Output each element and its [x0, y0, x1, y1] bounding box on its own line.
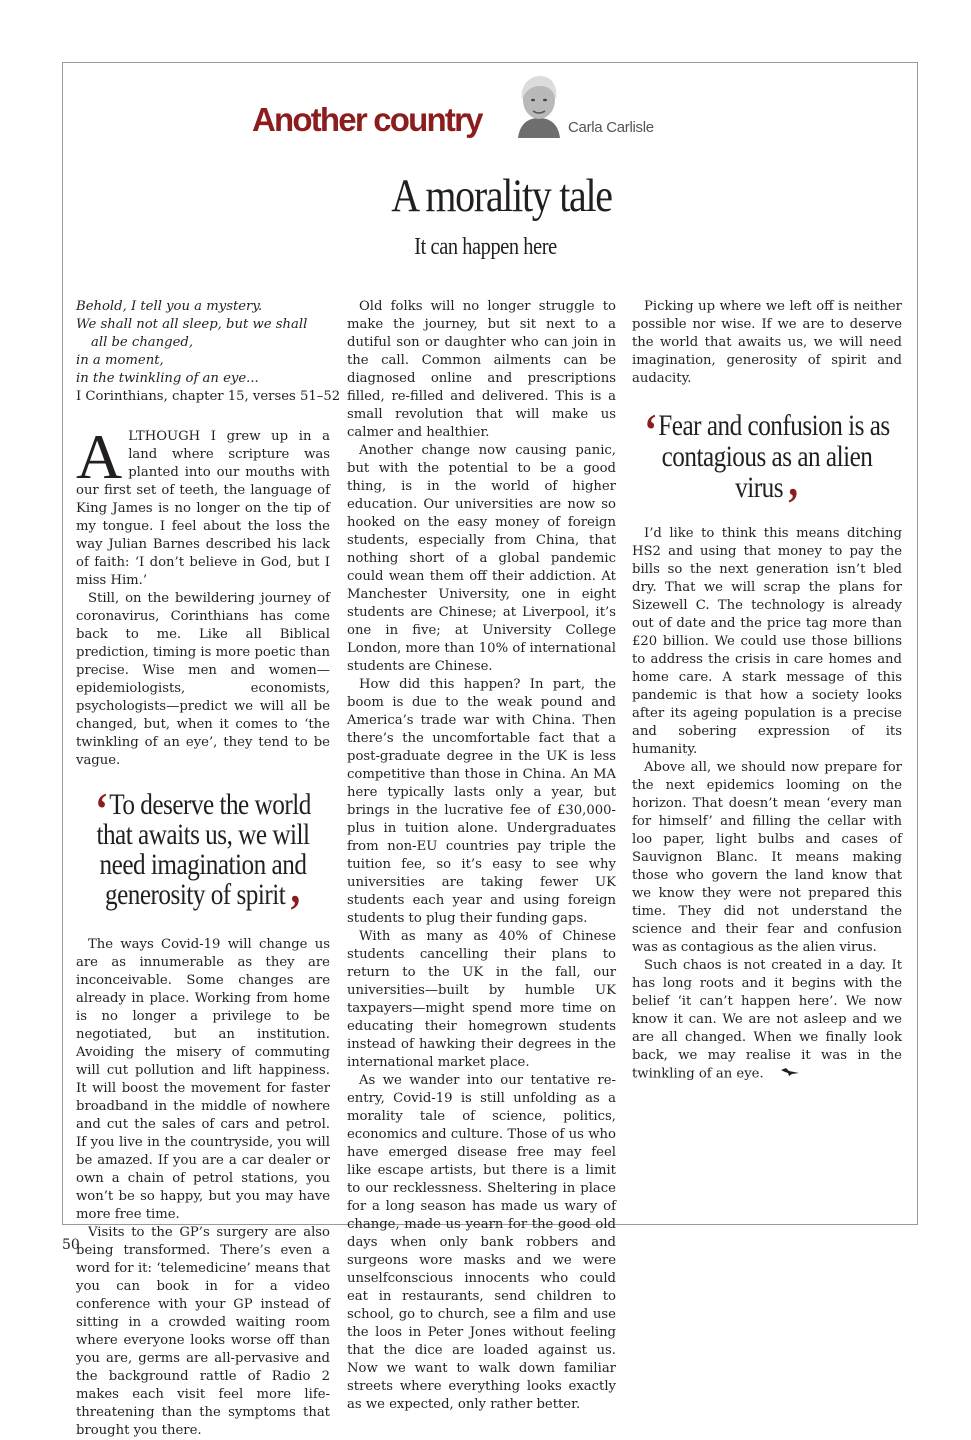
body-paragraph: Old folks will no longer struggle to make the journey, but sit next to a dutiful son or daughter who can join in the call. Common ailments can be diagnosed online and prescriptions filled, re-filled and delivered. This is a small revolution that will make us calmer and healthier. — [347, 299, 616, 440]
body-paragraph: With as many as 40% of Chinese students cancelling their plans to return to the UK in the fall, our universities—built by humble UK taxpayers—might spend more time on educating their homegrown students instead of hawking their degrees in the international market place. — [347, 929, 616, 1070]
epigraph-line: in the twinkling of an eye... — [76, 371, 259, 386]
author-name: Carla Carlisle — [568, 119, 654, 136]
body-paragraph: Above all, we should now prepare for the next epidemics looming on the horizon. That doesn’t mean ‘every man for himself’ and filling the cellar with loo paper, light bulbs and cases of Sauvignon Blanc. It means making those who govern the land know that we know they were not prepared this time. They did not understand the science and their fear and confusion was as contagious as the alien virus. — [632, 760, 902, 955]
body-paragraph: The ways Covid-19 will change us are as innumerable as they are inconceivable. Some changes are already in place. Working from home is no longer a privilege to be negotiated, but an institution. Avoiding the misery of commuting will cut pollution and lift happiness. It will boost the movement for faster broadband in the middle of nowhere and cut the sales of cars and petrol. If you live in the countryside, you will be amazed. If you are a car dealer or own a chain of petrol stations, you won’t be so happy, but you may have more free time. — [76, 937, 330, 1222]
body-paragraph — [632, 957, 902, 1084]
open-quote-mark: ‘ — [644, 404, 657, 455]
epigraph-line: We shall not all sleep, but we shall — [76, 317, 308, 332]
open-quote-mark: ‘ — [95, 783, 108, 834]
body-paragraph: Picking up where we left off is neither possible nor wise. If we are to deserve the world that awaits us, we will need imagination, generosity of spirit and audacity. — [632, 299, 902, 386]
page-number: 50 — [62, 1237, 80, 1253]
body-paragraph: Another change now causing panic, but with the potential to be a good thing, is in the world of higher education. Our universities are now so hooked on the easy money of foreign students, especially from China, that nothing short of a global pandemic could wean them off their addiction. At Manchester University, one in eight students are Chinese; at Liverpool, it’s one in five; at University College London, more than 10% of international students are Chinese. — [347, 443, 616, 674]
body-paragraph: How did this happen? In part, the boom is due to the weak pound and America’s trade war with China. Then there’s the uncomfortable fact that a post-graduate degree in the UK is less competitive than those in China. An MA here typically lasts only a year, but brings in the lucrative fee of £30,000-plus in tuition alone. Undergraduates from non-EU countries pay triple the tuition fee, so it’s easy to see why universities are taking fewer UK students each year and using foreign students to plug their funding gaps. — [347, 677, 616, 926]
pull-quote-1 — [77, 783, 329, 936]
body-paragraph — [76, 421, 330, 590]
paragraph-text: Such chaos is not created in a day. It has long roots and it begins with the belief ‘it can’t happen here’. We now know it can. We are not asleep and we are all changed. When we finally look back, we may realise it was in the twinkling of an eye. — [632, 958, 902, 1082]
body-paragraph: Still, on the bewildering journey of coronavirus, Corinthians has come back to me. Like all Biblical prediction, timing is more poetic than precise. Wise men and women—epidemiologists, economists, psychologists—predict we will all be changed, but, when it comes to ‘the twinkling of an eye’, they tend to be vague. — [76, 591, 330, 768]
headline: A morality tale — [391, 170, 612, 222]
column-kicker: Another country — [252, 101, 482, 138]
standfirst: It can happen here — [414, 234, 557, 260]
column-3 — [632, 298, 902, 1084]
end-mark-bird-icon — [768, 1065, 800, 1083]
pull-quote-text: To deserve the world that awaits us, we will need imagination and generosity of spirit — [96, 788, 311, 911]
epigraph-line: Behold, I tell you a mystery. — [76, 299, 263, 314]
body-paragraph: As we wander into our tentative re-entry, Covid-19 is still unfolding as a morality tale of science, politics, economics and culture. Those of us who have emerged disease free may feel like escape artists, but there is a limit to our recklessness. Sheltering in place for a long season has made us wary of change, made us yearn for the good old days when only bank robbers and surgeons wore masks and we were unselfconscious innocents who could eat in restaurants, send children to school, go to church, see a film and use the loos in Peter Jones without feeling that the dice are loaded against us. Now we want to walk down familiar streets where everything looks exactly as we expected, only rather better. — [347, 1073, 616, 1412]
close-quote-mark: ’ — [786, 478, 799, 529]
epigraph-line: all be changed, — [91, 335, 194, 350]
close-quote-mark: ’ — [288, 885, 302, 936]
pull-quote-text: Fear and confusion is as contagious as an alien virus — [658, 409, 890, 504]
epigraph — [76, 298, 341, 406]
body-paragraph: I’d like to think this means ditching HS2 and using that money to pay the bills so the next generation isn’t bled dry. That we will scrap the plans for Sizewell C. The technology is already out of date and the price tag more than £20 billion. We could use those billions to address the crisis in care homes and home care. A stark message of this pandemic is that how a society looks after its ageing population is a precise and sobering expression of its humanity. — [632, 526, 902, 757]
drop-cap: A — [76, 421, 123, 492]
paragraph-text: LTHOUGH I grew up in a land where scripture was planted into our mouths with our first set of teeth, the language of King James is no longer on the tip of my tongue. I feel about the loss the way Julian Barnes described his lack of faith: ‘I don’t believe in God, but I miss Him.’ — [76, 429, 330, 588]
author-portrait — [510, 70, 568, 138]
column-1 — [76, 298, 341, 1440]
epigraph-line: in a moment, — [76, 353, 164, 368]
pull-quote-2 — [637, 404, 897, 529]
epigraph-citation: I Corinthians, chapter 15, verses 51–52 — [76, 389, 341, 404]
body-paragraph: Visits to the GP’s surgery are also being transformed. There’s even a word for it: ‘telemedicine’ means that you can book in for a video conference with your GP instead of sitting in a crowded waiting room where everyone looks worse off than you are, germs are all-pervasive and the background rattle of Radio 2 makes each visit feel more life-threatening than the symptoms that brought you there. — [76, 1225, 330, 1438]
column-2 — [347, 298, 616, 1414]
